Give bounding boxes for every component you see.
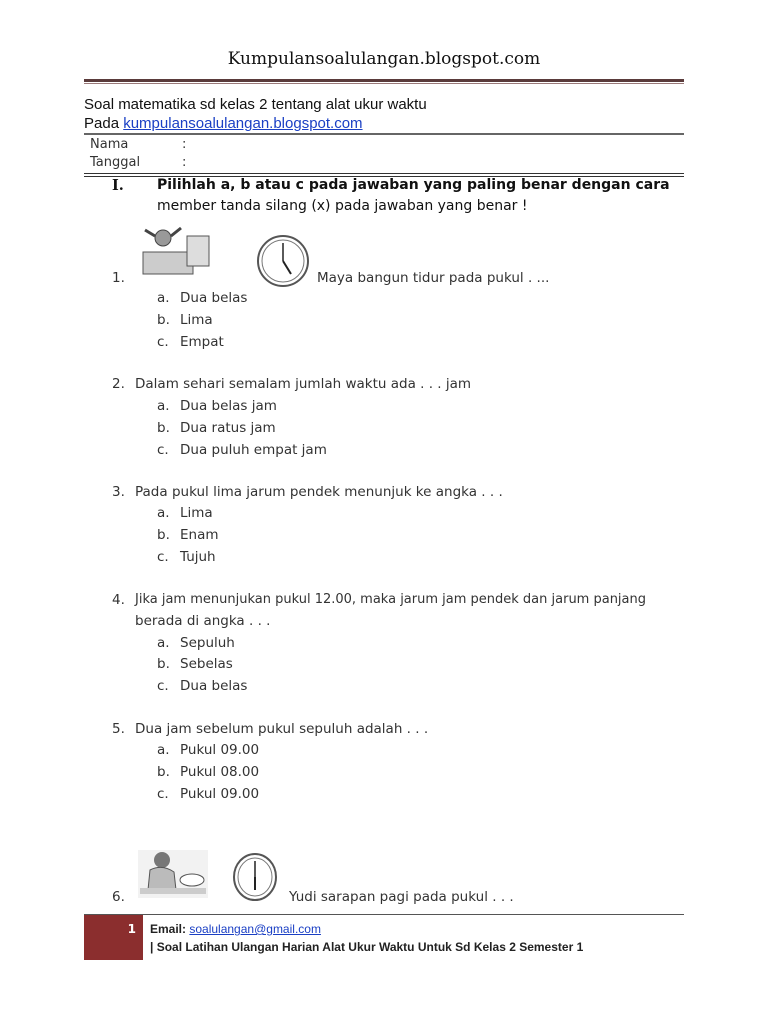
option-letter[interactable]: a. [157, 505, 170, 521]
divider [84, 173, 684, 174]
question-text: Maya bangun tidur pada pukul . ... [317, 270, 550, 286]
question-number: 1. [112, 270, 125, 286]
date-field[interactable]: : [182, 155, 187, 170]
option-text[interactable]: Lima [180, 312, 213, 328]
name-label: Nama [90, 137, 129, 152]
pada-label: Pada [84, 115, 120, 132]
blog-link[interactable]: kumpulansoalulangan.blogspot.com [123, 115, 363, 132]
option-letter[interactable]: c. [157, 442, 169, 458]
option-letter[interactable]: c. [157, 549, 169, 565]
option-text[interactable]: Pukul 08.00 [180, 764, 260, 780]
option-text[interactable]: Tujuh [180, 549, 216, 565]
footer-title: | Soal Latihan Ulangan Harian Alat Ukur Waktu Untuk Sd Kelas 2 Semester 1 [150, 940, 584, 954]
option-letter[interactable]: a. [157, 635, 170, 651]
divider [84, 79, 684, 82]
option-letter[interactable]: a. [157, 290, 170, 306]
question-text-continued: berada di angka . . . [135, 613, 271, 629]
option-text[interactable]: Sebelas [180, 656, 233, 672]
name-field[interactable]: : [182, 137, 187, 152]
page-number: 1 [127, 922, 136, 936]
footer-email [150, 922, 321, 936]
option-text[interactable]: Dua belas [180, 290, 248, 306]
option-text[interactable]: Lima [180, 505, 213, 521]
option-letter[interactable]: c. [157, 334, 169, 350]
option-letter[interactable]: b. [157, 312, 170, 328]
question-text: Dua jam sebelum pukul sepuluh adalah . . . [135, 721, 429, 737]
clock-five-icon [256, 234, 310, 288]
question-number: 6. [112, 889, 125, 905]
divider [84, 83, 684, 84]
option-letter[interactable]: b. [157, 420, 170, 436]
option-text[interactable]: Dua puluh empat jam [180, 442, 327, 458]
instruction-line-2: member tanda silang (x) pada jawaban yang benar ! [157, 198, 528, 214]
section-number: I. [112, 177, 124, 194]
email-label: Email: [150, 922, 187, 936]
email-link[interactable]: soalulangan@gmail.com [189, 922, 321, 936]
worksheet-title: Soal matematika sd kelas 2 tentang alat ukur waktu [84, 96, 427, 113]
question-number: 5. [112, 721, 125, 737]
question-number: 2. [112, 376, 125, 392]
source-line [84, 115, 363, 132]
question-text: Dalam sehari semalam jumlah waktu ada . . . jam [135, 376, 472, 392]
option-letter[interactable]: a. [157, 398, 170, 414]
option-text[interactable]: Dua belas jam [180, 398, 277, 414]
option-letter[interactable]: b. [157, 527, 170, 543]
option-text[interactable]: Pukul 09.00 [180, 742, 260, 758]
question-text: Jika jam menunjukan pukul 12.00, maka jarum jam pendek dan jarum panjang [135, 592, 647, 607]
option-letter[interactable]: a. [157, 742, 170, 758]
footer-divider [84, 914, 684, 915]
instruction-line-1: Pilihlah a, b atau c pada jawaban yang paling benar dengan cara [157, 177, 670, 193]
option-text[interactable]: Enam [180, 527, 219, 543]
option-text[interactable]: Sepuluh [180, 635, 235, 651]
site-title: Kumpulansoalulangan.blogspot.com [227, 49, 541, 69]
question-text: Pada pukul lima jarum pendek menunjuk ke angka . . . [135, 484, 503, 500]
option-text[interactable]: Dua ratus jam [180, 420, 276, 436]
option-text[interactable]: Dua belas [180, 678, 248, 694]
option-letter[interactable]: b. [157, 656, 170, 672]
question-text: Yudi sarapan pagi pada pukul . . . [289, 889, 514, 905]
date-label: Tanggal [90, 155, 141, 170]
divider [84, 133, 684, 135]
option-letter[interactable]: b. [157, 764, 170, 780]
clock-six-icon [232, 852, 278, 902]
wake-up-illustration-icon [135, 222, 215, 280]
option-letter[interactable]: c. [157, 786, 169, 802]
question-number: 4. [112, 592, 125, 608]
breakfast-illustration-icon [138, 850, 208, 898]
option-text[interactable]: Pukul 09.00 [180, 786, 260, 802]
question-number: 3. [112, 484, 125, 500]
option-letter[interactable]: c. [157, 678, 169, 694]
option-text[interactable]: Empat [180, 334, 224, 350]
